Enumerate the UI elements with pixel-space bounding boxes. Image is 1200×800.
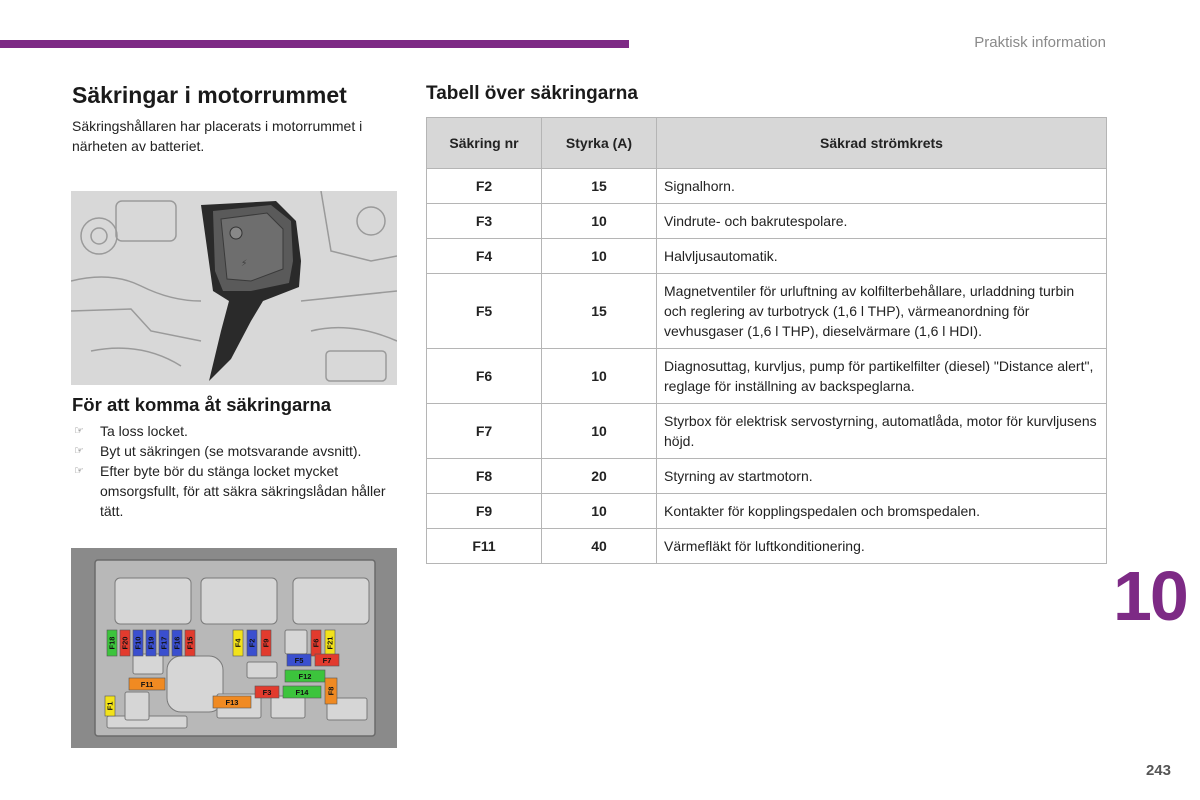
fuse-amps-cell: 10 [542,494,657,529]
fuse-f7 [315,654,339,666]
fuse-number-cell: F8 [427,459,542,494]
fuse-number-cell: F9 [427,494,542,529]
instruction-step: ☞ Efter byte bör du stänga locket mycket omsorgsfullt, för att säkra säkringslådan håller tätt. [74,463,386,519]
fuse-label: F17 [159,636,169,650]
instruction-step: ☞ Byt ut säkringen (se motsvarande avsnitt). [74,443,362,459]
pointing-hand-icon: ☞ [74,465,84,477]
fuse-number-cell: F6 [427,349,542,404]
table-row [427,239,1107,274]
fuse-label: F7 [322,655,332,665]
fuse-circuit-cell: Styrbox för elektrisk servostyrning, automatlåda, motor för kurvljusens höjd. [657,404,1107,459]
header-accent-bar [0,40,629,48]
fuse-f8 [325,678,337,704]
table-row [427,529,1107,564]
fuse-f19 [146,630,156,656]
fuse-number-cell: F3 [427,204,542,239]
fuse-number-cell: F4 [427,239,542,274]
fuse-circuit-cell: Halvljusautomatik. [657,239,1107,274]
fuse-label: F21 [325,636,335,650]
fuse-f11 [129,678,165,690]
fuse-f16 [172,630,182,656]
fuse-amps-cell: 15 [542,274,657,349]
fuse-amps-cell: 10 [542,404,657,459]
fuse-f9 [261,630,271,656]
table-row [427,459,1107,494]
fuse-label: F14 [295,687,309,697]
fuse-label: F15 [185,636,195,650]
fuse-f17 [159,630,169,656]
fuse-f20 [120,630,130,656]
fuse-label: F9 [261,638,271,648]
pointing-hand-icon: ☞ [74,425,84,437]
section-header: Praktisk information [974,34,1106,51]
fuse-circuit-cell: Diagnosuttag, kurvljus, pump för partikelfilter (diesel) "Distance alert", reglage för inställning av backspeglarna. [657,349,1107,404]
svg-text:⚡: ⚡ [241,259,248,269]
fuse-label: F5 [294,655,304,665]
fuse-circuit-cell: Magnetventiler för urluftning av kolfilterbehållare, urladdning turbin och reglering av turbotryck (1,6 l THP), värmeanordning för vevhusgaser (1,6 l THP), dieselvärmare (1,6 l HDI). [657,274,1107,349]
fuse-table [426,117,1107,564]
fuse-label: F16 [172,636,182,650]
pointing-hand-icon: ☞ [74,445,84,457]
fuse-label: F13 [225,697,239,707]
fuse-amps-cell: 20 [542,459,657,494]
fuse-f12 [285,670,325,682]
engine-bay-photo [71,191,397,385]
fuse-circuit-cell: Värmefläkt för luftkonditionering. [657,529,1107,564]
fuse-label: F12 [298,671,312,681]
fuse-f15 [185,630,195,656]
fuse-number-cell: F7 [427,404,542,459]
table-row [427,404,1107,459]
fuse-circuit-cell: Vindrute- och bakrutespolare. [657,204,1107,239]
fuse-amps-cell: 10 [542,204,657,239]
fuse-f21 [325,630,335,656]
fuse-label: F10 [133,636,143,650]
fuse-f3 [255,686,279,698]
fuse-label: F8 [326,686,336,696]
fuse-f13 [213,696,251,708]
fuse-label: F11 [140,679,154,689]
fuse-number-cell: F2 [427,169,542,204]
table-row [427,204,1107,239]
fuse-f1 [105,696,115,716]
fuse-f2 [247,630,257,656]
fuse-amps-cell: 10 [542,349,657,404]
fuse-label: F20 [120,636,130,650]
fuse-label: F19 [146,636,156,650]
column-header-circuit: Säkrad strömkrets [657,118,1107,169]
instruction-list [72,421,402,521]
fuse-label: F4 [233,638,243,648]
fuse-circuit-cell: Styrning av startmotorn. [657,459,1107,494]
fuse-amps-cell: 10 [542,239,657,274]
fuse-label: F2 [247,638,257,648]
table-header-row [427,118,1107,169]
instruction-step: ☞ Ta loss locket. [74,423,188,439]
access-subtitle: För att komma åt säkringarna [72,394,332,415]
table-row [427,349,1107,404]
table-row [427,169,1107,204]
fuse-amps-cell: 15 [542,169,657,204]
fuse-amps-cell: 40 [542,529,657,564]
fuse-number-cell: F5 [427,274,542,349]
fuse-f4 [233,630,243,656]
column-header-amps: Styrka (A) [542,118,657,169]
column-header-fuse: Säkring nr [427,118,542,169]
fuse-number-cell: F11 [427,529,542,564]
fuse-circuit-cell: Signalhorn. [657,169,1107,204]
fuse-box-diagram [71,548,397,748]
chapter-number: 10 [1113,557,1187,635]
fuse-circuit-cell: Kontakter för kopplingspedalen och bromspedalen. [657,494,1107,529]
table-title: Tabell över säkringarna [426,83,638,104]
fuse-f6 [311,630,321,656]
fuse-label: F1 [105,701,115,711]
fuse-f14 [283,686,321,698]
fuse-label: F18 [107,636,117,650]
page-number: 243 [1145,762,1171,779]
intro-text: Säkringshållaren har placerats i motorrummet i närheten av batteriet. [72,118,363,154]
fuse-f18 [107,630,117,656]
table-row [427,494,1107,529]
table-row [427,274,1107,349]
page-title: Säkringar i motorrummet [72,82,347,108]
fuse-label: F6 [311,638,321,648]
fuse-label: F3 [262,687,272,697]
fuse-f5 [287,654,311,666]
fuse-f10 [133,630,143,656]
